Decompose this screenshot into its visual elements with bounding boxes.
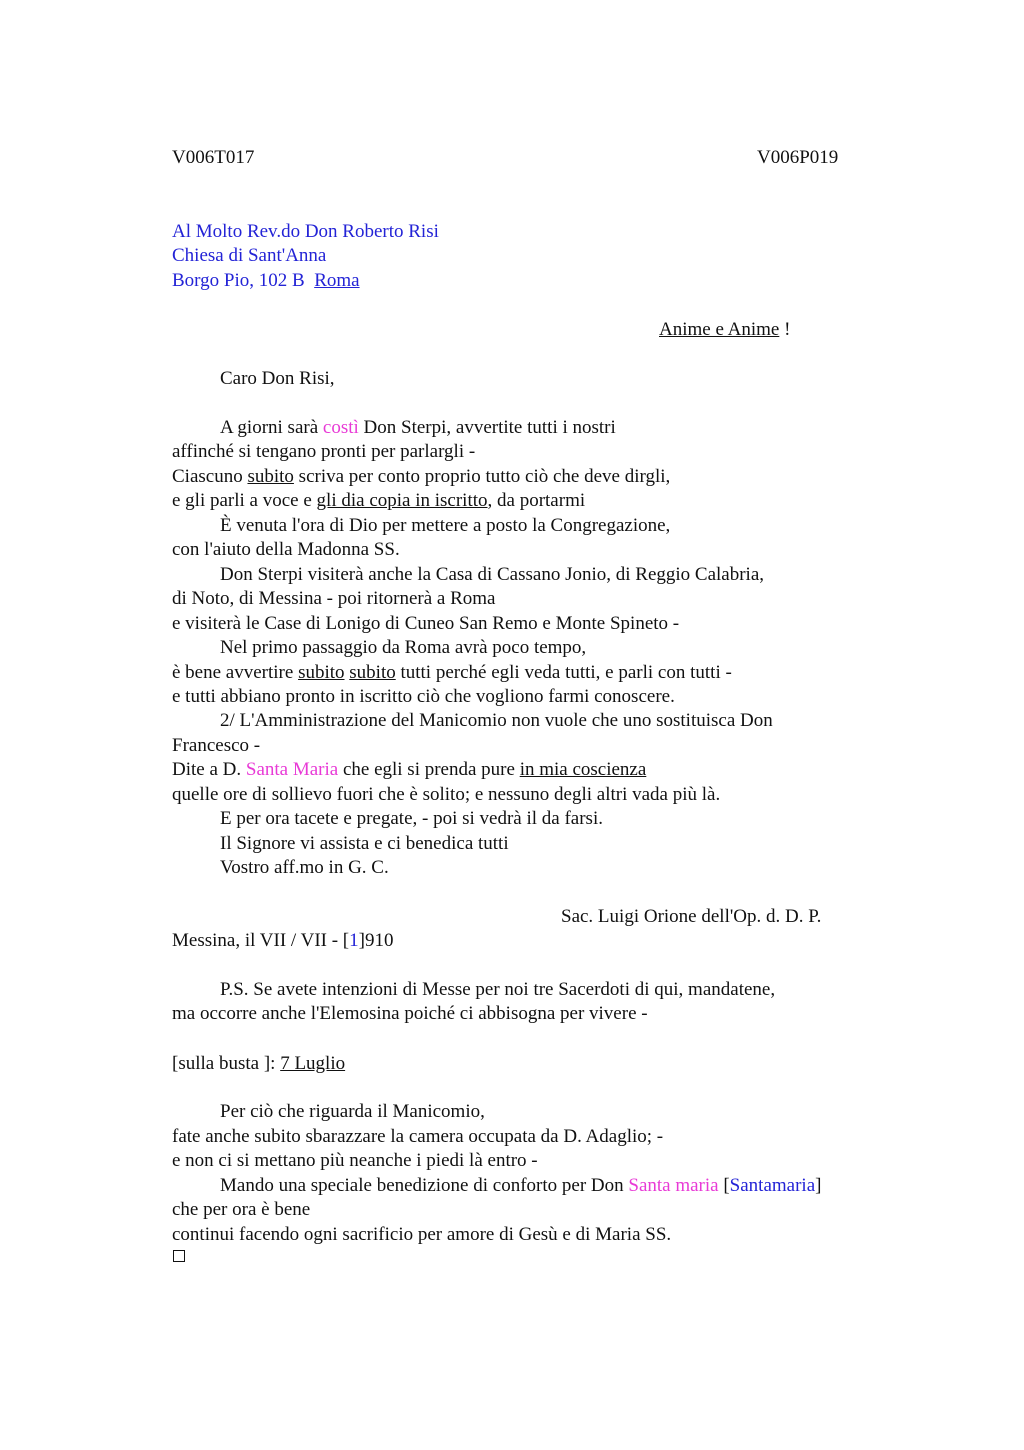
envelope-date: 7 Luglio	[280, 1053, 346, 1074]
body-line-6: con l'aiuto della Madonna SS.	[172, 539, 400, 560]
salutation: Caro Don Risi,	[220, 368, 335, 389]
text-run: tutti perché egli veda tutti, e parli con tutti -	[395, 662, 732, 683]
body-line-2: affinché si tengano pronti per parlargli -	[172, 441, 476, 462]
text-run: è bene avvertire	[172, 662, 299, 683]
envelope-line-3: e non ci si mettano più neanche i piedi là entro -	[172, 1150, 538, 1171]
body-line-10: Nel primo passaggio da Roma avrà poco tempo,	[220, 637, 587, 658]
address-line-3	[172, 269, 360, 293]
underlined-text: in mia coscienza	[519, 759, 647, 780]
body-line-3	[172, 465, 670, 489]
envelope-line-5: che per ora è bene	[172, 1199, 311, 1220]
text-run: che egli si prenda pure	[338, 759, 520, 780]
body-line-13: 2/ L'Amministrazione del Manicomio non vuole che uno sostituisca Don	[220, 710, 773, 731]
editorial-insertion: 1	[349, 930, 359, 951]
header-right-code: V006P019	[757, 147, 839, 168]
body-line-8: di Noto, di Messina - poi ritornerà a Roma	[172, 588, 496, 609]
text-run: ]910	[358, 930, 394, 951]
motto-mark: !	[779, 319, 791, 340]
text-run: scriva per conto proprio tutto ciò che deve dirgli,	[293, 466, 671, 487]
dateline	[172, 929, 393, 953]
envelope-line-4	[220, 1174, 821, 1198]
body-line-1	[220, 416, 616, 440]
text-run: A giorni sarà	[220, 417, 323, 438]
motto-text: Anime e Anime	[659, 319, 780, 340]
editorial-correction: Santamaria	[729, 1175, 816, 1196]
body-line-15	[172, 758, 646, 782]
body-line-14: Francesco -	[172, 735, 261, 756]
address-street: Borgo Pio, 102 B	[172, 270, 305, 291]
text-run: Dite a D.	[172, 759, 246, 780]
text-run: Don Sterpi, avvertite tutti i nostri	[358, 417, 616, 438]
body-line-9: e visiterà le Case di Lonigo di Cuneo San Remo e Monte Spineto -	[172, 613, 680, 634]
header-left-code: V006T017	[172, 147, 255, 168]
envelope-line-1: Per ciò che riguarda il Manicomio,	[220, 1101, 485, 1122]
text-run: , da portarmi	[487, 490, 586, 511]
envelope-line-2: fate anche subito sbarazzare la camera occupata da D. Adaglio; -	[172, 1126, 664, 1147]
body-line-18: Il Signore vi assista e ci benedica tutti	[220, 833, 509, 854]
envelope-label: [sulla busta ]:	[172, 1053, 281, 1074]
body-line-16: quelle ore di sollievo fuori che è solito; e nessuno degli altri vada più là.	[172, 784, 721, 805]
postscript-line-1: P.S. Se avete intenzioni di Messe per noi tre Sacerdoti di qui, mandatene,	[220, 979, 776, 1000]
address-line-1: Al Molto Rev.do Don Roberto Risi	[172, 221, 439, 242]
body-line-11	[172, 661, 732, 685]
address-city: Roma	[314, 270, 360, 291]
text-run: ]	[815, 1175, 822, 1196]
motto	[659, 318, 790, 342]
body-line-4	[172, 489, 585, 513]
end-box-icon	[173, 1250, 185, 1262]
postscript-line-2: ma occorre anche l'Elemosina poiché ci abbisogna per vivere -	[172, 1003, 648, 1024]
person-name-santa-maria: Santa Maria	[245, 759, 339, 780]
body-line-7: Don Sterpi visiterà anche la Casa di Cassano Jonio, di Reggio Calabria,	[220, 564, 765, 585]
address-line-2: Chiesa di Sant'Anna	[172, 245, 327, 266]
text-run: Mando una speciale benedizione di conforto per Don	[220, 1175, 629, 1196]
body-line-12: e tutti abbiano pronto in iscritto ciò che vogliono farmi conoscere.	[172, 686, 675, 707]
text-run: Ciascuno	[172, 466, 248, 487]
text-run: [	[718, 1175, 730, 1196]
envelope-line-6: continui facendo ogni sacrificio per amore di Gesù e di Maria SS.	[172, 1224, 672, 1245]
body-line-17: E per ora tacete e pregate, - poi si vedrà il da farsi.	[220, 808, 603, 829]
underlined-text: subito	[298, 662, 345, 683]
underlined-text: subito	[349, 662, 396, 683]
underlined-text: gli dia copia in iscritto	[316, 490, 488, 511]
signature: Sac. Luigi Orione dell'Op. d. D. P.	[561, 906, 822, 927]
text-run: Messina, il VII / VII - [	[172, 930, 350, 951]
body-line-19: Vostro aff.mo in G. C.	[220, 857, 389, 878]
place-name-costi: costì	[322, 417, 359, 438]
underlined-text: subito	[247, 466, 294, 487]
text-run: e gli parli a voce e	[172, 490, 317, 511]
person-name-santa-maria: Santa maria	[628, 1175, 719, 1196]
envelope-note	[172, 1052, 345, 1076]
body-line-5: È venuta l'ora di Dio per mettere a posto la Congregazione,	[220, 515, 671, 536]
